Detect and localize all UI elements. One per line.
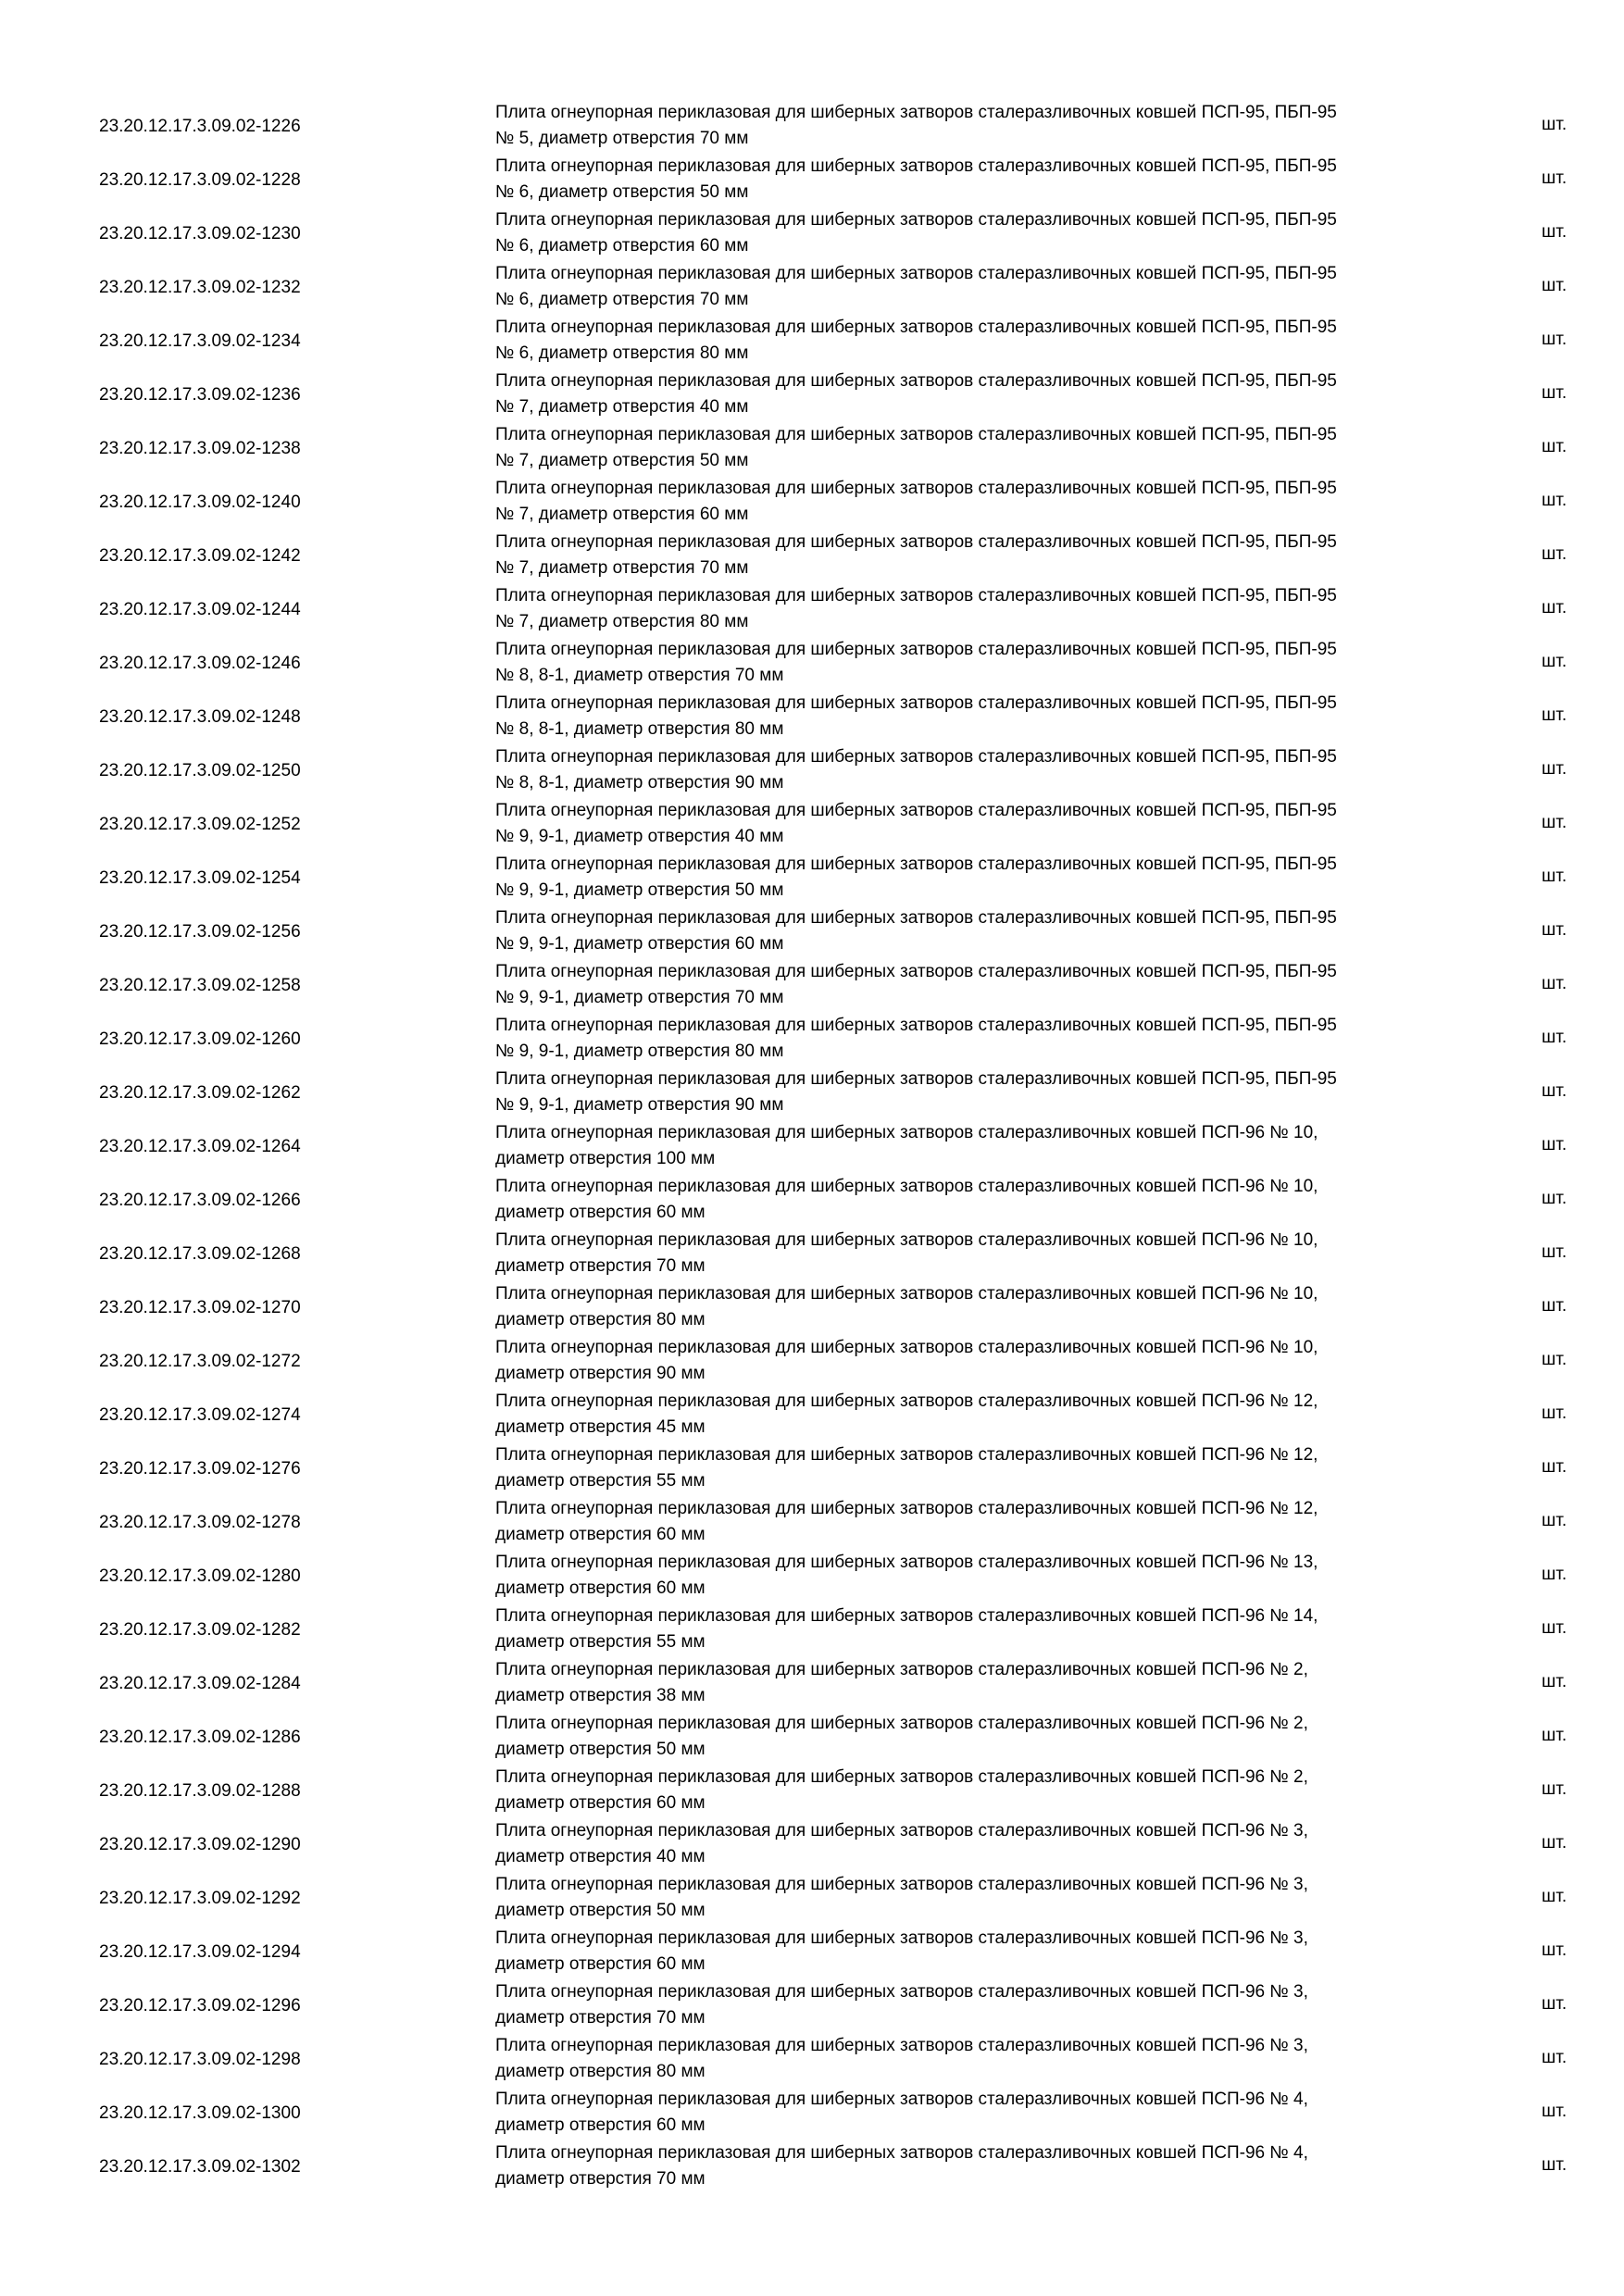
description-line: № 6, диаметр отверстия 60 мм — [495, 236, 749, 256]
description-line: диаметр отверстия 60 мм — [495, 1525, 706, 1544]
resource-description — [495, 1657, 1468, 1709]
description-line: № 7, диаметр отверстия 70 мм — [495, 558, 749, 578]
description-line: Плита огнеупорная периклазовая для шиберных затворов сталеразливочных ковшей ПСП-96 № 10, — [495, 1123, 1318, 1142]
description-line: № 9, 9-1, диаметр отверстия 60 мм — [495, 934, 784, 954]
resource-code: 23.20.12.17.3.09.02-1228 — [99, 170, 301, 190]
unit-of-measure: шт. — [1542, 1565, 1568, 1584]
table-row — [0, 1550, 1624, 1603]
description-line: Плита огнеупорная периклазовая для шиберных затворов сталеразливочных ковшей ПСП-96 № 13, — [495, 1553, 1318, 1572]
description-line: диаметр отверстия 70 мм — [495, 2169, 706, 2189]
table-row — [0, 154, 1624, 207]
description-line: Плита огнеупорная периклазовая для шиберных затворов сталеразливочных ковшей ПСП-96 № 3, — [495, 1821, 1308, 1841]
table-row — [0, 583, 1624, 637]
table-row — [0, 2033, 1624, 2087]
resource-description — [495, 1013, 1468, 1065]
table-row — [0, 852, 1624, 905]
resource-code: 23.20.12.17.3.09.02-1290 — [99, 1835, 301, 1854]
resource-description — [495, 1281, 1468, 1333]
resource-code: 23.20.12.17.3.09.02-1266 — [99, 1191, 301, 1210]
description-line: Плита огнеупорная периклазовая для шиберных затворов сталеразливочных ковшей ПСП-96 № 2, — [495, 1714, 1308, 1733]
table-row — [0, 1228, 1624, 1281]
description-line: Плита огнеупорная периклазовая для шиберных затворов сталеразливочных ковшей ПСП-95, ПБП-95 — [495, 640, 1337, 659]
description-line: Плита огнеупорная периклазовая для шиберных затворов сталеразливочных ковшей ПСП-95, ПБП-95 — [495, 801, 1337, 820]
description-line: № 6, диаметр отверстия 50 мм — [495, 182, 749, 202]
resource-description — [495, 1335, 1468, 1387]
resource-description — [495, 100, 1468, 152]
description-line: Плита огнеупорная периклазовая для шиберных затворов сталеразливочных ковшей ПСП-96 № 10, — [495, 1338, 1318, 1357]
resource-code: 23.20.12.17.3.09.02-1288 — [99, 1781, 301, 1801]
table-row — [0, 100, 1624, 154]
description-line: Плита огнеупорная периклазовая для шиберных затворов сталеразливочных ковшей ПСП-96 № 12, — [495, 1445, 1318, 1465]
table-row — [0, 1013, 1624, 1067]
unit-of-measure: шт. — [1542, 652, 1568, 671]
description-line: Плита огнеупорная периклазовая для шиберных затворов сталеразливочных ковшей ПСП-95, ПБП-95 — [495, 156, 1337, 176]
table-row — [0, 2087, 1624, 2140]
table-row — [0, 1335, 1624, 1389]
resource-code: 23.20.12.17.3.09.02-1234 — [99, 331, 301, 351]
description-line: № 7, диаметр отверстия 50 мм — [495, 451, 749, 470]
resource-code: 23.20.12.17.3.09.02-1254 — [99, 868, 301, 888]
unit-of-measure: шт. — [1542, 813, 1568, 832]
unit-of-measure: шт. — [1542, 491, 1568, 510]
table-row — [0, 1067, 1624, 1120]
description-line: Плита огнеупорная периклазовая для шиберных затворов сталеразливочных ковшей ПСП-96 № 3, — [495, 1875, 1308, 1894]
description-line: Плита огнеупорная периклазовая для шиберных затворов сталеразливочных ковшей ПСП-95, ПБП-95 — [495, 425, 1337, 444]
description-line: диаметр отверстия 38 мм — [495, 1686, 706, 1705]
table-row — [0, 1818, 1624, 1872]
description-line: № 8, 8-1, диаметр отверстия 70 мм — [495, 666, 784, 685]
description-line: Плита огнеупорная периклазовая для шиберных затворов сталеразливочных ковшей ПСП-95, ПБП-95 — [495, 479, 1337, 498]
description-line: диаметр отверстия 50 мм — [495, 1740, 706, 1759]
description-line: Плита огнеупорная периклазовая для шиберных затворов сталеразливочных ковшей ПСП-95, ПБП-95 — [495, 747, 1337, 767]
description-line: Плита огнеупорная периклазовая для шиберных затворов сталеразливочных ковшей ПСП-96 № 2, — [495, 1660, 1308, 1679]
resource-code: 23.20.12.17.3.09.02-1262 — [99, 1083, 301, 1103]
resource-code: 23.20.12.17.3.09.02-1276 — [99, 1459, 301, 1479]
resource-description — [495, 1120, 1468, 1172]
description-line: диаметр отверстия 40 мм — [495, 1847, 706, 1866]
resource-description — [495, 905, 1468, 957]
description-line: Плита огнеупорная периклазовая для шиберных затворов сталеразливочных ковшей ПСП-96 № 10, — [495, 1284, 1318, 1304]
resource-code: 23.20.12.17.3.09.02-1300 — [99, 2103, 301, 2123]
description-line: диаметр отверстия 55 мм — [495, 1471, 706, 1491]
table-row — [0, 1603, 1624, 1657]
resource-code: 23.20.12.17.3.09.02-1226 — [99, 117, 301, 136]
unit-of-measure: шт. — [1542, 1726, 1568, 1745]
description-line: № 7, диаметр отверстия 80 мм — [495, 612, 749, 631]
description-line: № 9, 9-1, диаметр отверстия 90 мм — [495, 1095, 784, 1115]
resource-code: 23.20.12.17.3.09.02-1264 — [99, 1137, 301, 1156]
unit-of-measure: шт. — [1542, 2102, 1568, 2121]
table-row — [0, 744, 1624, 798]
resource-code: 23.20.12.17.3.09.02-1278 — [99, 1513, 301, 1532]
resource-description — [495, 1067, 1468, 1118]
description-line: диаметр отверстия 50 мм — [495, 1901, 706, 1920]
resource-code: 23.20.12.17.3.09.02-1236 — [99, 385, 301, 405]
resource-code: 23.20.12.17.3.09.02-1248 — [99, 707, 301, 727]
description-line: Плита огнеупорная периклазовая для шиберных затворов сталеразливочных ковшей ПСП-96 № 3, — [495, 1928, 1308, 1948]
description-line: Плита огнеупорная периклазовая для шиберных затворов сталеразливочных ковшей ПСП-95, ПБП-95 — [495, 1069, 1337, 1089]
description-line: Плита огнеупорная периклазовая для шиберных затворов сталеразливочных ковшей ПСП-96 № 12, — [495, 1499, 1318, 1518]
resource-description — [495, 207, 1468, 259]
resource-code: 23.20.12.17.3.09.02-1292 — [99, 1889, 301, 1908]
unit-of-measure: шт. — [1542, 1457, 1568, 1477]
table-row — [0, 959, 1624, 1013]
resource-code: 23.20.12.17.3.09.02-1298 — [99, 2050, 301, 2069]
unit-of-measure: шт. — [1542, 276, 1568, 295]
resource-code: 23.20.12.17.3.09.02-1274 — [99, 1405, 301, 1425]
unit-of-measure: шт. — [1542, 1672, 1568, 1691]
description-line: Плита огнеупорная периклазовая для шиберных затворов сталеразливочных ковшей ПСП-95, ПБП-95 — [495, 264, 1337, 283]
table-row — [0, 905, 1624, 959]
description-line: Плита огнеупорная периклазовая для шиберных затворов сталеразливочных ковшей ПСП-95, ПБП-95 — [495, 962, 1337, 981]
resource-description — [495, 637, 1468, 689]
resource-code: 23.20.12.17.3.09.02-1240 — [99, 493, 301, 512]
resource-description — [495, 2140, 1468, 2192]
resource-code: 23.20.12.17.3.09.02-1286 — [99, 1728, 301, 1747]
unit-of-measure: шт. — [1542, 920, 1568, 940]
description-line: диаметр отверстия 60 мм — [495, 1578, 706, 1598]
resource-description — [495, 1550, 1468, 1602]
table-row — [0, 261, 1624, 315]
description-line: Плита огнеупорная периклазовая для шиберных затворов сталеразливочных ковшей ПСП-95, ПБП-95 — [495, 371, 1337, 391]
unit-of-measure: шт. — [1542, 383, 1568, 403]
table-row — [0, 368, 1624, 422]
resource-description — [495, 1711, 1468, 1763]
table-row — [0, 1496, 1624, 1550]
resource-code: 23.20.12.17.3.09.02-1280 — [99, 1566, 301, 1586]
resource-code: 23.20.12.17.3.09.02-1242 — [99, 546, 301, 566]
unit-of-measure: шт. — [1542, 1350, 1568, 1369]
table-row — [0, 1442, 1624, 1496]
table-row — [0, 315, 1624, 368]
unit-of-measure: шт. — [1542, 222, 1568, 242]
description-line: № 9, 9-1, диаметр отверстия 70 мм — [495, 988, 784, 1007]
description-line: диаметр отверстия 60 мм — [495, 1203, 706, 1222]
unit-of-measure: шт. — [1542, 544, 1568, 564]
description-line: № 9, 9-1, диаметр отверстия 80 мм — [495, 1042, 784, 1061]
description-line: № 8, 8-1, диаметр отверстия 80 мм — [495, 719, 784, 739]
unit-of-measure: шт. — [1542, 1135, 1568, 1154]
description-line: Плита огнеупорная периклазовая для шиберных затворов сталеразливочных ковшей ПСП-96 № 2, — [495, 1767, 1308, 1787]
unit-of-measure: шт. — [1542, 1618, 1568, 1638]
resource-code: 23.20.12.17.3.09.02-1252 — [99, 815, 301, 834]
resource-description — [495, 530, 1468, 581]
description-line: Плита огнеупорная периклазовая для шиберных затворов сталеразливочных ковшей ПСП-96 № 3, — [495, 1982, 1308, 2002]
resource-description — [495, 1174, 1468, 1226]
unit-of-measure: шт. — [1542, 1833, 1568, 1853]
resource-description — [495, 1603, 1468, 1655]
resource-description — [495, 959, 1468, 1011]
resource-description — [495, 744, 1468, 796]
description-line: № 6, диаметр отверстия 70 мм — [495, 290, 749, 309]
description-line: Плита огнеупорная периклазовая для шиберных затворов сталеразливочных ковшей ПСП-95, ПБП-95 — [495, 103, 1337, 122]
resource-description — [495, 2087, 1468, 2139]
description-line: диаметр отверстия 70 мм — [495, 1256, 706, 1276]
table-row — [0, 1926, 1624, 1979]
unit-of-measure: шт. — [1542, 1404, 1568, 1423]
resource-code: 23.20.12.17.3.09.02-1282 — [99, 1620, 301, 1640]
resource-description — [495, 476, 1468, 528]
unit-of-measure: шт. — [1542, 2048, 1568, 2067]
resource-code: 23.20.12.17.3.09.02-1268 — [99, 1244, 301, 1264]
description-line: Плита огнеупорная периклазовая для шиберных затворов сталеразливочных ковшей ПСП-95, ПБП-95 — [495, 693, 1337, 713]
description-line: Плита огнеупорная периклазовая для шиберных затворов сталеразливочных ковшей ПСП-96 № 4, — [495, 2143, 1308, 2163]
resource-code: 23.20.12.17.3.09.02-1258 — [99, 976, 301, 995]
table-row — [0, 1120, 1624, 1174]
table-row — [0, 422, 1624, 476]
resource-description — [495, 1926, 1468, 1978]
description-line: диаметр отверстия 80 мм — [495, 2062, 706, 2081]
description-line: Плита огнеупорная периклазовая для шиберных затворов сталеразливочных ковшей ПСП-95, ПБП-95 — [495, 1016, 1337, 1035]
description-line: Плита огнеупорная периклазовая для шиберных затворов сталеразливочных ковшей ПСП-95, ПБП-95 — [495, 532, 1337, 552]
price-list-table — [0, 100, 1624, 2194]
resource-description — [495, 1872, 1468, 1924]
description-line: Плита огнеупорная периклазовая для шиберных затворов сталеразливочных ковшей ПСП-96 № 3, — [495, 2036, 1308, 2055]
resource-description — [495, 422, 1468, 474]
table-row — [0, 476, 1624, 530]
description-line: № 8, 8-1, диаметр отверстия 90 мм — [495, 773, 784, 792]
description-line: диаметр отверстия 60 мм — [495, 2115, 706, 2135]
description-line: № 7, диаметр отверстия 60 мм — [495, 505, 749, 524]
description-line: Плита огнеупорная периклазовая для шиберных затворов сталеразливочных ковшей ПСП-96 № 12, — [495, 1391, 1318, 1411]
unit-of-measure: шт. — [1542, 1940, 1568, 1960]
unit-of-measure: шт. — [1542, 759, 1568, 779]
resource-code: 23.20.12.17.3.09.02-1238 — [99, 439, 301, 458]
resource-code: 23.20.12.17.3.09.02-1272 — [99, 1352, 301, 1371]
resource-description — [495, 2033, 1468, 2085]
table-row — [0, 691, 1624, 744]
description-line: Плита огнеупорная периклазовая для шиберных затворов сталеразливочных ковшей ПСП-95, ПБП-95 — [495, 318, 1337, 337]
resource-code: 23.20.12.17.3.09.02-1246 — [99, 654, 301, 673]
resource-description — [495, 1389, 1468, 1441]
description-line: Плита огнеупорная периклазовая для шиберных затворов сталеразливочных ковшей ПСП-96 № 10, — [495, 1177, 1318, 1196]
unit-of-measure: шт. — [1542, 1511, 1568, 1530]
description-line: Плита огнеупорная периклазовая для шиберных затворов сталеразливочных ковшей ПСП-96 № 14, — [495, 1606, 1318, 1626]
resource-code: 23.20.12.17.3.09.02-1302 — [99, 2157, 301, 2177]
unit-of-measure: шт. — [1542, 1242, 1568, 1262]
resource-description — [495, 1979, 1468, 2031]
resource-description — [495, 154, 1468, 206]
table-row — [0, 1979, 1624, 2033]
resource-description — [495, 691, 1468, 742]
resource-code: 23.20.12.17.3.09.02-1250 — [99, 761, 301, 780]
description-line: диаметр отверстия 60 мм — [495, 1793, 706, 1813]
unit-of-measure: шт. — [1542, 1296, 1568, 1316]
description-line: № 9, 9-1, диаметр отверстия 50 мм — [495, 880, 784, 900]
table-row — [0, 1765, 1624, 1818]
table-row — [0, 1389, 1624, 1442]
description-line: диаметр отверстия 60 мм — [495, 1954, 706, 1974]
resource-description — [495, 852, 1468, 904]
unit-of-measure: шт. — [1542, 974, 1568, 993]
unit-of-measure: шт. — [1542, 115, 1568, 134]
resource-description — [495, 798, 1468, 850]
description-line: Плита огнеупорная периклазовая для шиберных затворов сталеразливочных ковшей ПСП-96 № 10, — [495, 1230, 1318, 1250]
resource-description — [495, 1228, 1468, 1279]
table-row — [0, 1281, 1624, 1335]
description-line: диаметр отверстия 100 мм — [495, 1149, 716, 1168]
resource-description — [495, 1818, 1468, 1870]
resource-description — [495, 1765, 1468, 1816]
resource-description — [495, 1496, 1468, 1548]
unit-of-measure: шт. — [1542, 1081, 1568, 1101]
table-row — [0, 2140, 1624, 2194]
resource-code: 23.20.12.17.3.09.02-1232 — [99, 278, 301, 297]
description-line: Плита огнеупорная периклазовая для шиберных затворов сталеразливочных ковшей ПСП-95, ПБП-95 — [495, 855, 1337, 874]
unit-of-measure: шт. — [1542, 2155, 1568, 2175]
resource-code: 23.20.12.17.3.09.02-1284 — [99, 1674, 301, 1693]
table-row — [0, 1657, 1624, 1711]
unit-of-measure: шт. — [1542, 330, 1568, 349]
unit-of-measure: шт. — [1542, 867, 1568, 886]
description-line: № 9, 9-1, диаметр отверстия 40 мм — [495, 827, 784, 846]
description-line: № 7, диаметр отверстия 40 мм — [495, 397, 749, 417]
table-row — [0, 530, 1624, 583]
description-line: № 6, диаметр отверстия 80 мм — [495, 343, 749, 363]
resource-description — [495, 368, 1468, 420]
unit-of-measure: шт. — [1542, 705, 1568, 725]
table-row — [0, 637, 1624, 691]
resource-code: 23.20.12.17.3.09.02-1230 — [99, 224, 301, 243]
resource-code: 23.20.12.17.3.09.02-1270 — [99, 1298, 301, 1317]
resource-description — [495, 315, 1468, 367]
resource-code: 23.20.12.17.3.09.02-1256 — [99, 922, 301, 942]
description-line: диаметр отверстия 55 мм — [495, 1632, 706, 1652]
table-row — [0, 1872, 1624, 1926]
description-line: Плита огнеупорная периклазовая для шиберных затворов сталеразливочных ковшей ПСП-95, ПБП-95 — [495, 908, 1337, 928]
unit-of-measure: шт. — [1542, 1028, 1568, 1047]
description-line: диаметр отверстия 70 мм — [495, 2008, 706, 2028]
resource-code: 23.20.12.17.3.09.02-1260 — [99, 1029, 301, 1049]
table-row — [0, 207, 1624, 261]
unit-of-measure: шт. — [1542, 1994, 1568, 2014]
unit-of-measure: шт. — [1542, 1887, 1568, 1906]
unit-of-measure: шт. — [1542, 168, 1568, 188]
unit-of-measure: шт. — [1542, 1189, 1568, 1208]
resource-description — [495, 261, 1468, 313]
unit-of-measure: шт. — [1542, 437, 1568, 456]
resource-code: 23.20.12.17.3.09.02-1294 — [99, 1942, 301, 1962]
table-row — [0, 1174, 1624, 1228]
description-line: диаметр отверстия 80 мм — [495, 1310, 706, 1329]
table-row — [0, 1711, 1624, 1765]
resource-code: 23.20.12.17.3.09.02-1244 — [99, 600, 301, 619]
table-row — [0, 798, 1624, 852]
description-line: диаметр отверстия 90 мм — [495, 1364, 706, 1383]
description-line: Плита огнеупорная периклазовая для шиберных затворов сталеразливочных ковшей ПСП-95, ПБП-95 — [495, 586, 1337, 605]
description-line: Плита огнеупорная периклазовая для шиберных затворов сталеразливочных ковшей ПСП-95, ПБП-95 — [495, 210, 1337, 230]
description-line: диаметр отверстия 45 мм — [495, 1417, 706, 1437]
unit-of-measure: шт. — [1542, 598, 1568, 618]
unit-of-measure: шт. — [1542, 1779, 1568, 1799]
description-line: Плита огнеупорная периклазовая для шиберных затворов сталеразливочных ковшей ПСП-96 № 4, — [495, 2090, 1308, 2109]
description-line: № 5, диаметр отверстия 70 мм — [495, 129, 749, 148]
resource-code: 23.20.12.17.3.09.02-1296 — [99, 1996, 301, 2015]
resource-description — [495, 1442, 1468, 1494]
resource-description — [495, 583, 1468, 635]
